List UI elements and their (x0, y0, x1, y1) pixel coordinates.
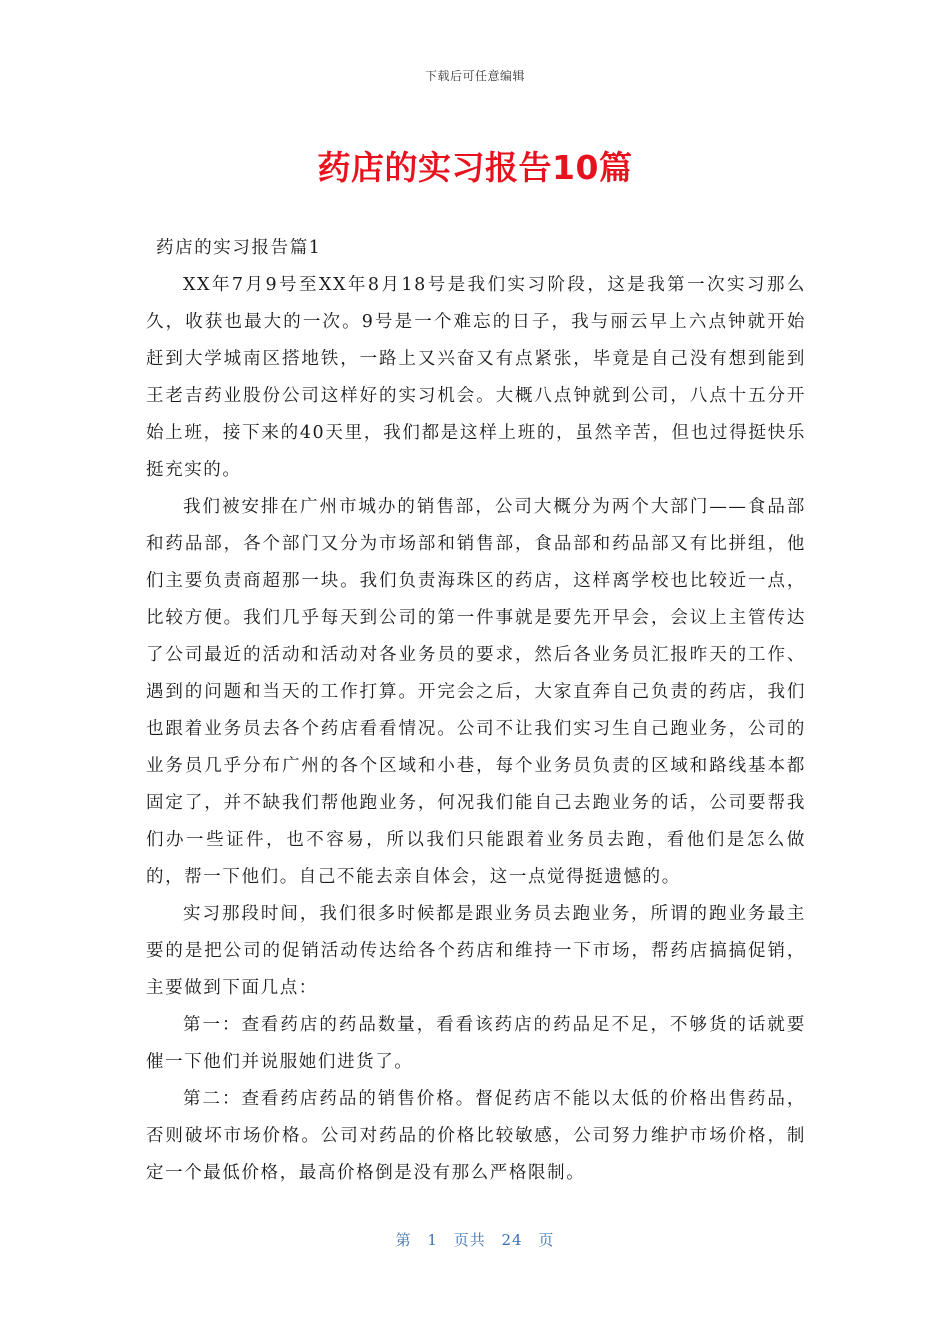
paragraph: 第一：查看药店的药品数量，看看该药店的药品足不足，不够货的话就要催一下他们并说服她们进货了。 (146, 1015, 806, 1072)
paragraph: XX年7月9号至XX年8月18号是我们实习阶段，这是我第一次实习那么久，收获也最大的一次。9号是一个难忘的日子，我与丽云早上六点钟就开始赶到大学城南区搭地铁，一路上又兴奋又有点紧张，毕竟是自己没有想到能到王老吉药业股份公司这样好的实习机会。大概八点钟就到公司，八点十五分开始上班，接下来的40天里，我们都是这样上班的，虽然辛苦，但也过得挺快乐挺充实的。 (146, 275, 806, 480)
header-note: 下载后可任意编辑 (424, 69, 525, 83)
paragraph: 实习那段时间，我们很多时候都是跟业务员去跑业务，所谓的跑业务最主要的是把公司的促销活动传达给各个药店和维持一下市场，帮药店搞搞促销，主要做到下面几点： (146, 904, 806, 998)
paragraph: 第二：查看药店药品的销售价格。督促药店不能以太低的价格出售药品，否则破坏市场价格。公司对药品的价格比较敏感，公司努力维护市场价格，制定一个最低价格，最高价格倒是没有那么严格限制。 (146, 1089, 806, 1183)
document-body (146, 230, 806, 1192)
page-number-footer: 第 1 页共 24 页 (395, 1231, 555, 1249)
document-title: 药店的实习报告10篇 (317, 148, 633, 187)
section-heading: 药店的实习报告篇1 (156, 238, 322, 258)
paragraph: 我们被安排在广州市城办的销售部，公司大概分为两个大部门——食品部和药品部，各个部门又分为市场部和销售部，食品部和药品部又有比拼组，他们主要负责商超那一块。我们负责海珠区的药店，这样离学校也比较近一点，比较方便。我们几乎每天到公司的第一件事就是要先开早会，会议上主管传达了公司最近的活动和活动对各业务员的要求，然后各业务员汇报昨天的工作、遇到的问题和当天的工作打算。开完会之后，大家直奔自己负责的药店，我们也跟着业务员去各个药店看看情况。公司不让我们实习生自己跑业务，公司的业务员几乎分布广州的各个区域和小巷，每个业务员负责的区域和路线基本都固定了，并不缺我们帮他跑业务，何况我们能自己去跑业务的话，公司要帮我们办一些证件，也不容易，所以我们只能跟着业务员去跑，看他们是怎么做的，帮一下他们。自己不能去亲自体会，这一点觉得挺遗憾的。 (146, 497, 806, 887)
